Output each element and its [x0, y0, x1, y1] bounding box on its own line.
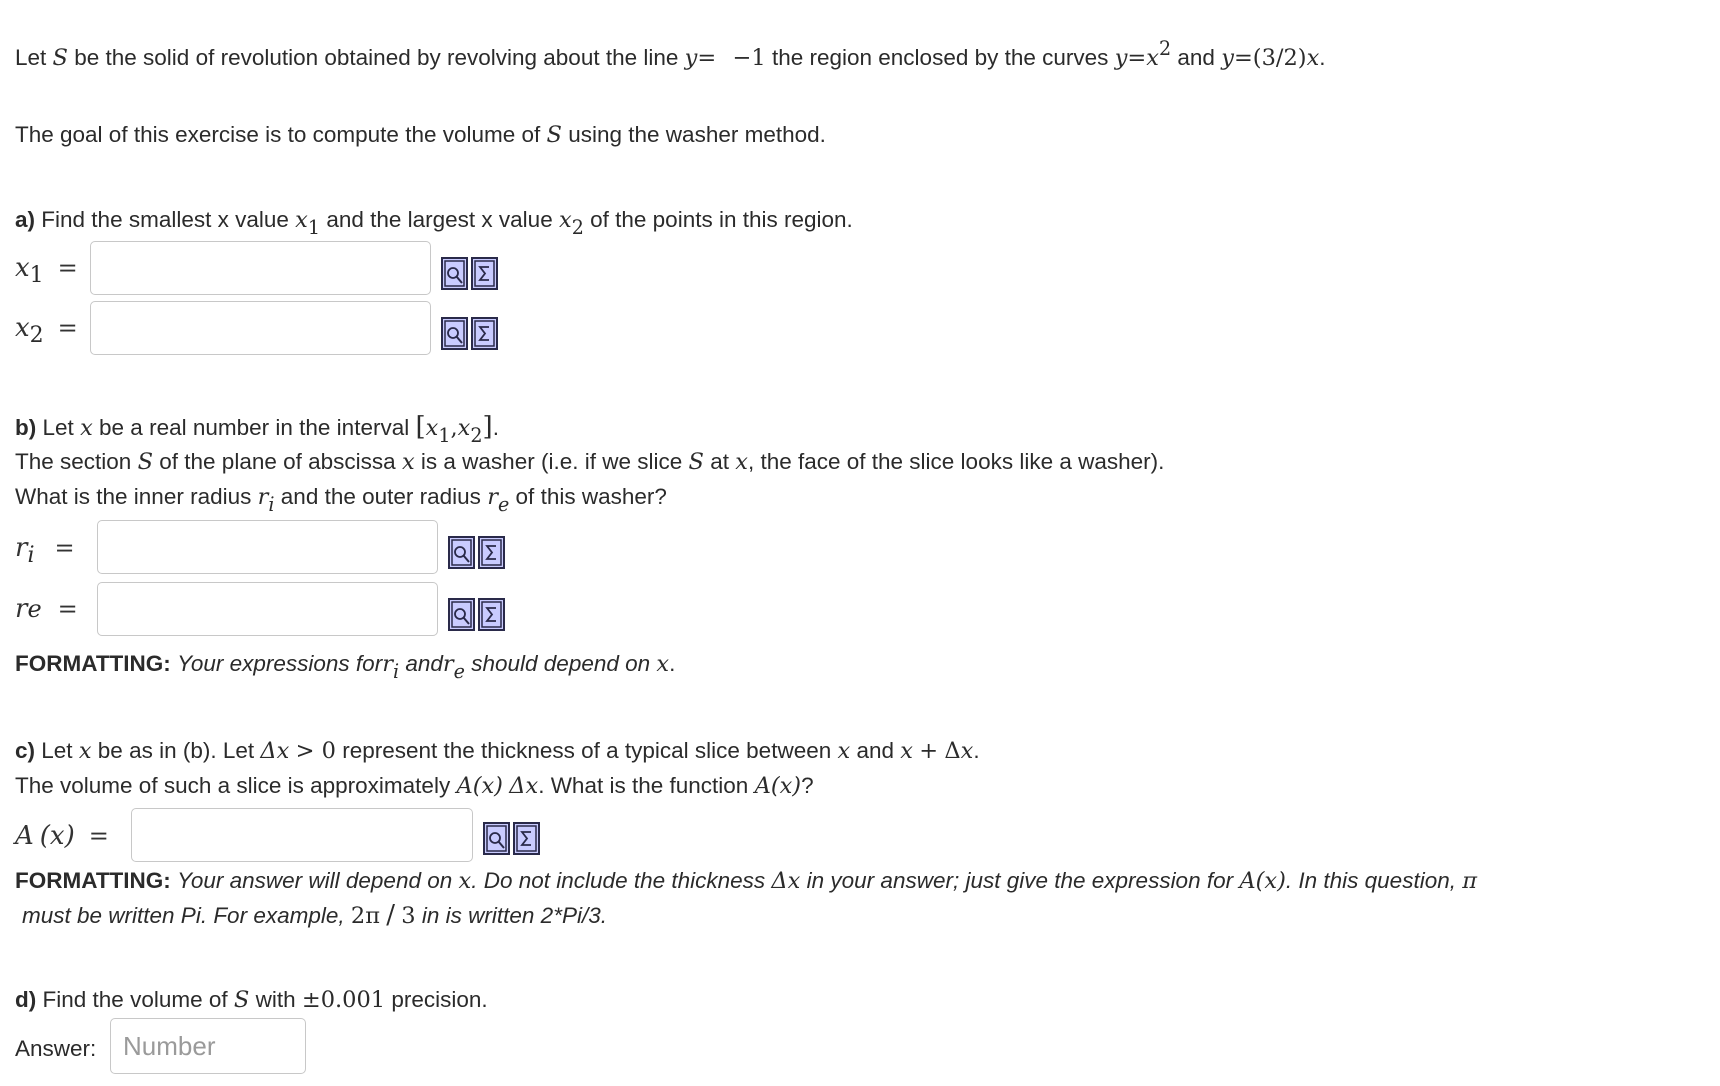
- part-b-question-line1: b) Let x be a real number in the interval $[x_1,x_2]$.: [15, 412, 499, 447]
- ri-tools: [448, 536, 505, 569]
- volume-number-input[interactable]: [110, 1018, 306, 1074]
- re-tools: [448, 598, 505, 631]
- x1-tools: [441, 257, 498, 290]
- part-b-formatting-note: FORMATTING: Your expressions forr$_i$ andr$_e$ should depend on x.: [15, 651, 676, 683]
- part-c-formatting-note-line2: must be written Pi. For example, 2π / 3 in is written 2*Pi/3.: [22, 900, 607, 930]
- ri-label: r i =: [15, 533, 75, 568]
- preview-icon[interactable]: [441, 257, 468, 290]
- answer-label: Answer:: [15, 1036, 97, 1061]
- x2-label: x 2 =: [15, 313, 78, 348]
- problem-statement: Let S be the solid of revolution obtained by revolving about the line y= −1 the region enclosed by the curves $y=x^2$ and y=(3/2)x.: [15, 37, 1326, 71]
- preview-icon[interactable]: [441, 317, 468, 350]
- preview-icon[interactable]: [448, 598, 475, 631]
- part-d-question: d) Find the volume of S with ±0.001 precision.: [15, 987, 488, 1013]
- ri-input[interactable]: [97, 520, 438, 574]
- re-input[interactable]: [97, 582, 438, 636]
- re-label: r e =: [15, 594, 78, 624]
- x2-tools: [441, 317, 498, 350]
- part-c-formatting-note-line1: FORMATTING: Your answer will depend on x. Do not include the thickness Δx in your answer; just give the expression for A(x). In this question, π: [15, 868, 1478, 894]
- area-function-input[interactable]: [131, 808, 473, 862]
- equation-editor-icon[interactable]: [471, 317, 498, 350]
- x1-input[interactable]: [90, 241, 431, 295]
- part-a-question: a) Find the smallest x value $x_1$ and the largest x value $x_2$ of the points in this region.: [15, 207, 853, 239]
- equation-editor-icon[interactable]: [513, 822, 540, 855]
- part-c-question-line2: The volume of such a slice is approximately A(x) Δx. What is the function A(x)?: [15, 773, 814, 799]
- area-function-tools: [483, 822, 540, 855]
- part-b-question-line2: The section S of the plane of abscissa x is a washer (i.e. if we slice S at x, the face of the slice looks like a washer).: [15, 449, 1165, 475]
- part-b-question-line3: What is the inner radius $r_i$ and the outer radius $r_e$ of this washer?: [15, 484, 667, 516]
- equation-editor-icon[interactable]: [478, 598, 505, 631]
- area-function-label: A (x) =: [15, 821, 109, 851]
- preview-icon[interactable]: [448, 536, 475, 569]
- part-c-question-line1: c) Let x be as in (b). Let Δx > 0 represent the thickness of a typical slice between x and x + Δx.: [15, 738, 980, 764]
- preview-icon[interactable]: [483, 822, 510, 855]
- x1-label: x 1 =: [15, 253, 78, 288]
- equation-editor-icon[interactable]: [478, 536, 505, 569]
- goal-statement: The goal of this exercise is to compute the volume of S using the washer method.: [15, 122, 826, 148]
- equation-editor-icon[interactable]: [471, 257, 498, 290]
- x2-input[interactable]: [90, 301, 431, 355]
